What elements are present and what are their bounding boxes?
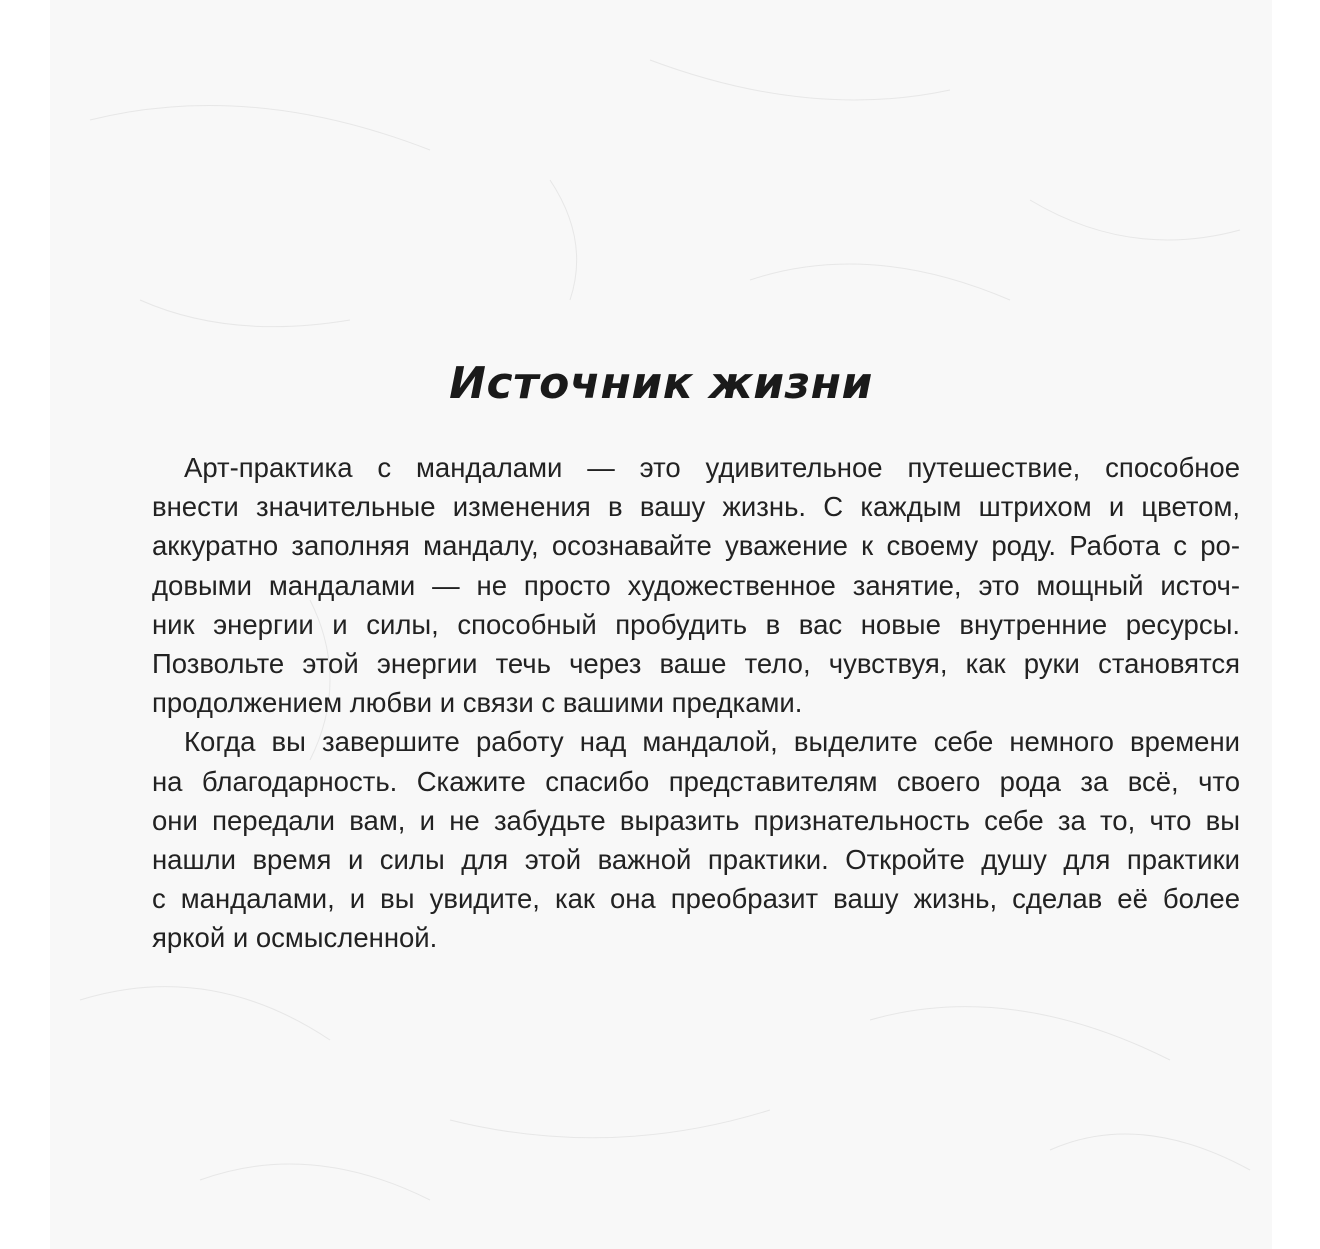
text-line: аккуратно заполняя мандалу, осознавайте уважение к своему роду. Работа с ро- (152, 530, 1240, 562)
text-line: внести значительные изменения в вашу жизнь. С каждым штрихом и цветом, (152, 491, 1240, 523)
text-line: яркой и осмысленной. (152, 922, 438, 954)
text-line: довыми мандалами — не просто художественное занятие, это мощный источ- (152, 569, 1240, 601)
text-line: с мандалами, и вы увидите, как она преобразит вашу жизнь, сделав её более (152, 883, 1240, 915)
text-line: они передали вам, и не забудьте выразить признательность себе за то, что вы (152, 804, 1240, 836)
text-line: ник энергии и силы, способный пробудить в вас новые внутренние ресурсы. (152, 608, 1240, 640)
text-line: на благодарность. Скажите спасибо представителям своего рода за всё, что (152, 765, 1240, 797)
book-page (50, 0, 1272, 1249)
paragraph-2 (120, 722, 1240, 957)
body-text (120, 448, 1240, 958)
text-line: продолжением любви и связи с вашими предками. (152, 687, 803, 719)
text-line: нашли время и силы для этой важной практики. Откройте душу для практики (152, 844, 1240, 876)
paragraph-1 (120, 448, 1240, 722)
text-line: Когда вы завершите работу над мандалой, выделите себе немного времени (184, 726, 1240, 758)
text-line: Арт-практика с мандалами — это удивительное путешествие, способное (184, 452, 1240, 483)
page-title: Источник жизни (449, 358, 873, 409)
text-line: Позвольте этой энергии течь через ваше тело, чувствуя, как руки становятся (152, 648, 1240, 680)
